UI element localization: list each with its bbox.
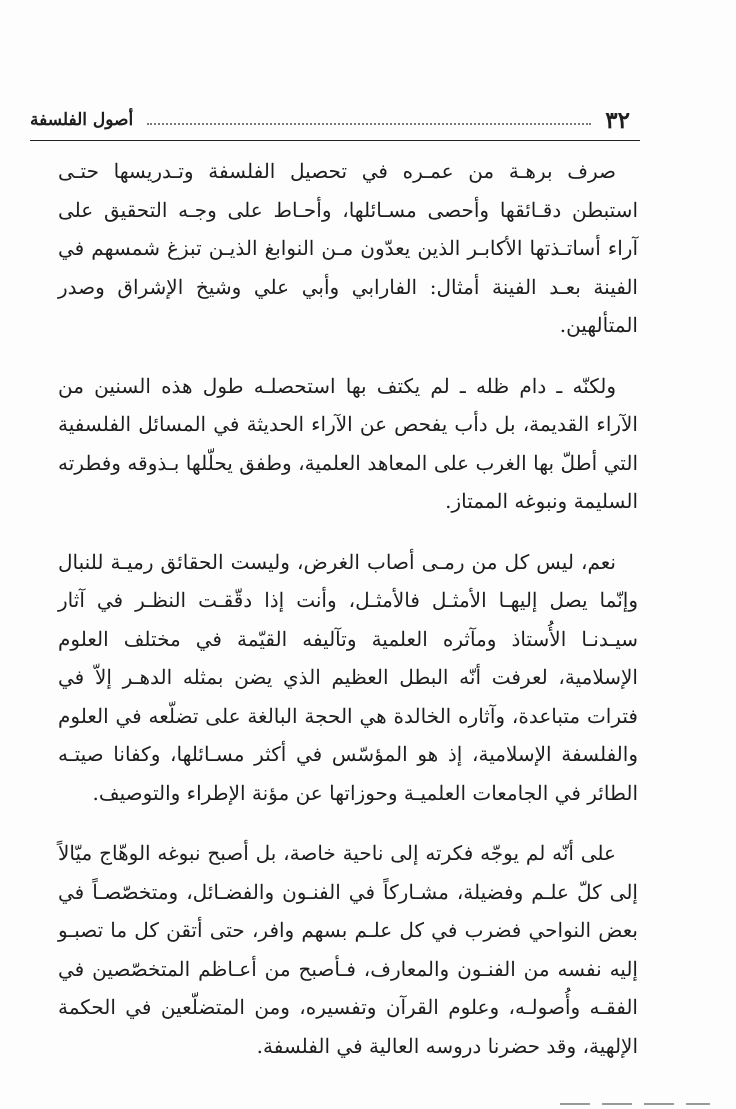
dotted-leader — [147, 123, 591, 125]
footer-rule — [560, 1103, 710, 1105]
paragraph-3: نعم، ليس كل من رمـى أصاب الغرض، وليست الحقائق رميـة للنبال وإنّما يصل إليهـا الأمثـل فالأمثـل، وأنت إذا دقّقـت النظـر في آثار سيـدنـا الأُستاذ ومآثره العلمية وتآليفه القيّمة في مختلف العلوم الإسلامية، لعرفت أنّه البطل العظيم الذي يضن بمثله الدهـر إلاّ في فترات متباعدة، وآثاره الخالدة هي الحجة البالغة على تضلّعه في العلوم والفلسفة الإسلامية، إذ هو المؤسّس في أكثر مسـائلها، وكفانا صيتـه الطائر في الجامعات العلميـة وحوزاتها عن مؤنة الإطراء والتوصيف. — [58, 549, 638, 805]
book-title: أصول الفلسفة — [30, 110, 134, 130]
page-number: ٣٢ — [605, 106, 630, 134]
running-header — [30, 100, 640, 141]
paragraph-1: صرف برهـة من عمـره في تحصيل الفلسفة وتـدريسها حتـى استبطن دقـائقها وأحصى مسـائلها، وأحـاط على وجـه التحقيق على آراء أساتـذتها الأكابـر الذين يعدّون مـن النوابغ الذيـن تبزغ شمسهم في الفينة بعـد الفينة أمثال: الفارابي وأبي علي وشيخ الإشراق وصدر المتألهين. — [58, 159, 638, 337]
paragraph-4: على أنّه لم يوجّه فكرته إلى ناحية خاصة، بل أصبح نبوغه الوهّاج ميّالاً إلى كلّ علـم وفضيلة، مشـاركاً في الفنـون والفضـائل، ومتخصّصـاً في بعض النواحي فضرب في كل علـم بسهم وافر، حتى أتقن كل ما تصبـو إليه نفسه من الفنـون والمعارف، فـأصبح من أعـاظم المتخصّصين في الفقـه وأُصولـه، وعلوم القرآن وتفسيره، ومن المتضلّعين في الحكمة الإلهية، وقد حضرنا دروسه العالية في الفلسفة. — [58, 841, 638, 1058]
body-text — [58, 152, 638, 1087]
paragraph-2: ولكنّه ـ دام ظله ـ لم يكتف بها استحصلـه طول هذه السنين من الآراء القديمة، بل دأب يفحص عن الآراء الحديثة في المسائل الفلسفية التي أطلّ بها الغرب على المعاهد العلمية، وطفق يحلّلها بـذوقه وفطرته السليمة ونبوغه الممتاز. — [58, 373, 638, 513]
